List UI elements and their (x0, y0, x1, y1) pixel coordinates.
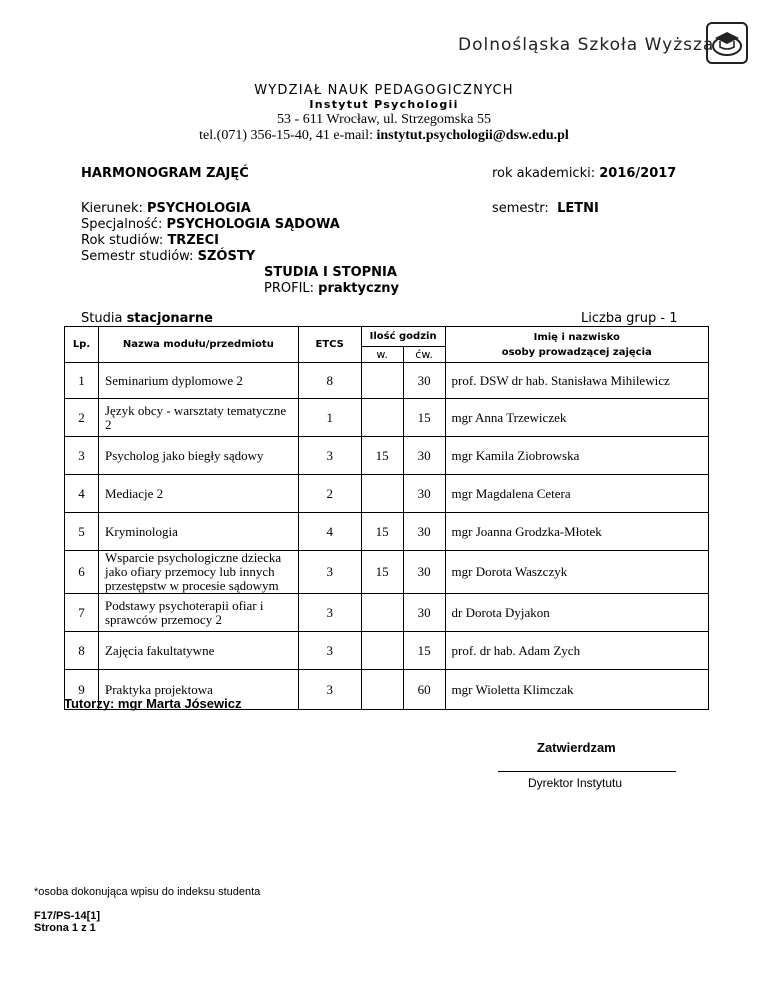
row-exercise-hours: 30 (403, 363, 445, 399)
row-teacher: mgr Wioletta Klimczak (445, 670, 708, 710)
contact-phone: tel.(071) 356-15-40, 41 e-mail: (199, 128, 377, 143)
address: 53 - 611 Wrocław, ul. Strzegomska 55 (277, 112, 491, 127)
semestr-studiow (81, 249, 255, 265)
row-lecture-hours: 15 (361, 437, 403, 475)
row-exercise-hours: 30 (403, 513, 445, 551)
specjalnosc-value: PSYCHOLOGIA SĄDOWA (166, 217, 340, 232)
row-ects: 8 (298, 363, 361, 399)
row-lecture-hours (361, 594, 403, 632)
row-teacher: dr Dorota Dyjakon (445, 594, 708, 632)
row-subject: Wsparcie psychologiczne dziecka jako ofiary przemocy lub innych przestępstw w procesie sądowym (98, 551, 298, 594)
header-ects: ETCS (298, 327, 361, 363)
row-teacher: mgr Kamila Ziobrowska (445, 437, 708, 475)
row-lecture-hours (361, 399, 403, 437)
row-ects: 3 (298, 437, 361, 475)
row-ects: 2 (298, 475, 361, 513)
profil (264, 281, 399, 297)
schedule-table (64, 326, 709, 710)
row-ects: 3 (298, 594, 361, 632)
table-row (65, 513, 709, 551)
row-lp: 1 (65, 363, 99, 399)
director-label: Dyrektor Instytutu (528, 776, 623, 790)
kierunek (81, 201, 251, 217)
row-exercise-hours: 30 (403, 475, 445, 513)
signature-line (498, 771, 676, 772)
row-lecture-hours (361, 363, 403, 399)
form-code: F17/PS-14[1] (34, 910, 101, 922)
footnote: *osoba dokonująca wpisu do indeksu studenta (34, 886, 261, 898)
row-lp: 4 (65, 475, 99, 513)
semester-label: semestr: (492, 201, 558, 216)
contact-line (0, 128, 768, 144)
row-ects: 3 (298, 670, 361, 710)
row-lecture-hours (361, 632, 403, 670)
row-subject: Kryminologia (98, 513, 298, 551)
row-lp: 8 (65, 632, 99, 670)
header-exercise: ćw. (403, 347, 445, 363)
profil-label: PROFIL: (264, 281, 319, 296)
row-lp: 7 (65, 594, 99, 632)
row-ects: 4 (298, 513, 361, 551)
row-teacher: mgr Anna Trzewiczek (445, 399, 708, 437)
kierunek-value: PSYCHOLOGIA (147, 201, 251, 216)
academic-year-label: rok akademicki: (492, 166, 600, 181)
row-lp: 9 (65, 670, 99, 710)
row-teacher: mgr Dorota Waszczyk (445, 551, 708, 594)
profil-value: praktyczny (318, 281, 399, 296)
row-exercise-hours: 60 (403, 670, 445, 710)
row-subject: Praktyka projektowa (98, 670, 298, 710)
header-subject: Nazwa modułu/przedmiotu (98, 327, 298, 363)
row-lp: 6 (65, 551, 99, 594)
table-row (65, 399, 709, 437)
approval-label: Zatwierdzam (537, 740, 616, 755)
row-subject: Mediacje 2 (98, 475, 298, 513)
row-subject: Język obcy - warsztaty tematyczne 2 (98, 399, 298, 437)
table-row (65, 551, 709, 594)
table-row (65, 437, 709, 475)
study-mode (81, 311, 213, 327)
row-subject: Psycholog jako biegły sądowy (98, 437, 298, 475)
header-teacher-line2: osoby prowadzącej zajęcia (501, 346, 652, 358)
contact-email: instytut.psychologii@dsw.edu.pl (376, 128, 569, 143)
header-teacher (445, 327, 708, 363)
row-lp: 3 (65, 437, 99, 475)
row-exercise-hours: 15 (403, 399, 445, 437)
semestr-studiow-label: Semestr studiów: (81, 249, 198, 264)
header-lecture: w. (361, 347, 403, 363)
table-row (65, 632, 709, 670)
row-exercise-hours: 30 (403, 437, 445, 475)
table-row (65, 363, 709, 399)
rok-studiow (81, 233, 219, 249)
specjalnosc (81, 217, 340, 233)
academic-year (492, 166, 676, 182)
study-mode-value: stacjonarne (126, 311, 213, 326)
university-logo-icon (706, 22, 748, 64)
row-subject: Zajęcia fakultatywne (98, 632, 298, 670)
academic-year-value: 2016/2017 (599, 166, 677, 181)
study-level: STUDIA I STOPNIA (264, 265, 397, 280)
header-lp: Lp. (65, 327, 99, 363)
row-lecture-hours: 15 (361, 551, 403, 594)
row-lecture-hours (361, 475, 403, 513)
institute-name: Instytut Psychologii (309, 98, 459, 111)
table-row (65, 594, 709, 632)
row-lp: 2 (65, 399, 99, 437)
row-lecture-hours (361, 670, 403, 710)
faculty-name: WYDZIAŁ NAUK PEDAGOGICZNYCH (254, 83, 514, 98)
page-number: Strona 1 z 1 (34, 922, 96, 934)
rok-studiow-value: TRZECI (167, 233, 219, 248)
kierunek-label: Kierunek: (81, 201, 147, 216)
row-lecture-hours: 15 (361, 513, 403, 551)
row-lp: 5 (65, 513, 99, 551)
row-ects: 3 (298, 551, 361, 594)
study-mode-label: Studia (81, 311, 127, 326)
group-count: Liczba grup - 1 (581, 311, 678, 326)
row-exercise-hours: 15 (403, 632, 445, 670)
row-exercise-hours: 30 (403, 594, 445, 632)
row-ects: 3 (298, 632, 361, 670)
row-subject: Podstawy psychoterapii ofiar i sprawców przemocy 2 (98, 594, 298, 632)
semestr-studiow-value: SZÓSTY (197, 249, 256, 264)
page-title: HARMONOGRAM ZAJĘĆ (81, 166, 249, 181)
header-hours: Ilość godzin (361, 327, 445, 347)
row-exercise-hours: 30 (403, 551, 445, 594)
specjalnosc-label: Specjalność: (81, 217, 167, 232)
semester-value: LETNI (557, 201, 599, 216)
row-teacher: mgr Magdalena Cetera (445, 475, 708, 513)
header-teacher-line1: Imię i nazwisko (533, 331, 620, 343)
row-teacher: prof. dr hab. Adam Zych (445, 632, 708, 670)
table-row (65, 475, 709, 513)
row-teacher: mgr Joanna Grodzka-Młotek (445, 513, 708, 551)
row-ects: 1 (298, 399, 361, 437)
semester (492, 201, 599, 217)
tutors: Tutorzy: mgr Marta Jósewicz (64, 696, 242, 711)
brand-name: Dolnośląska Szkoła Wyższa (458, 35, 715, 55)
row-subject: Seminarium dyplomowe 2 (98, 363, 298, 399)
row-teacher: prof. DSW dr hab. Stanisława Mihilewicz (445, 363, 708, 399)
rok-studiow-label: Rok studiów: (81, 233, 168, 248)
